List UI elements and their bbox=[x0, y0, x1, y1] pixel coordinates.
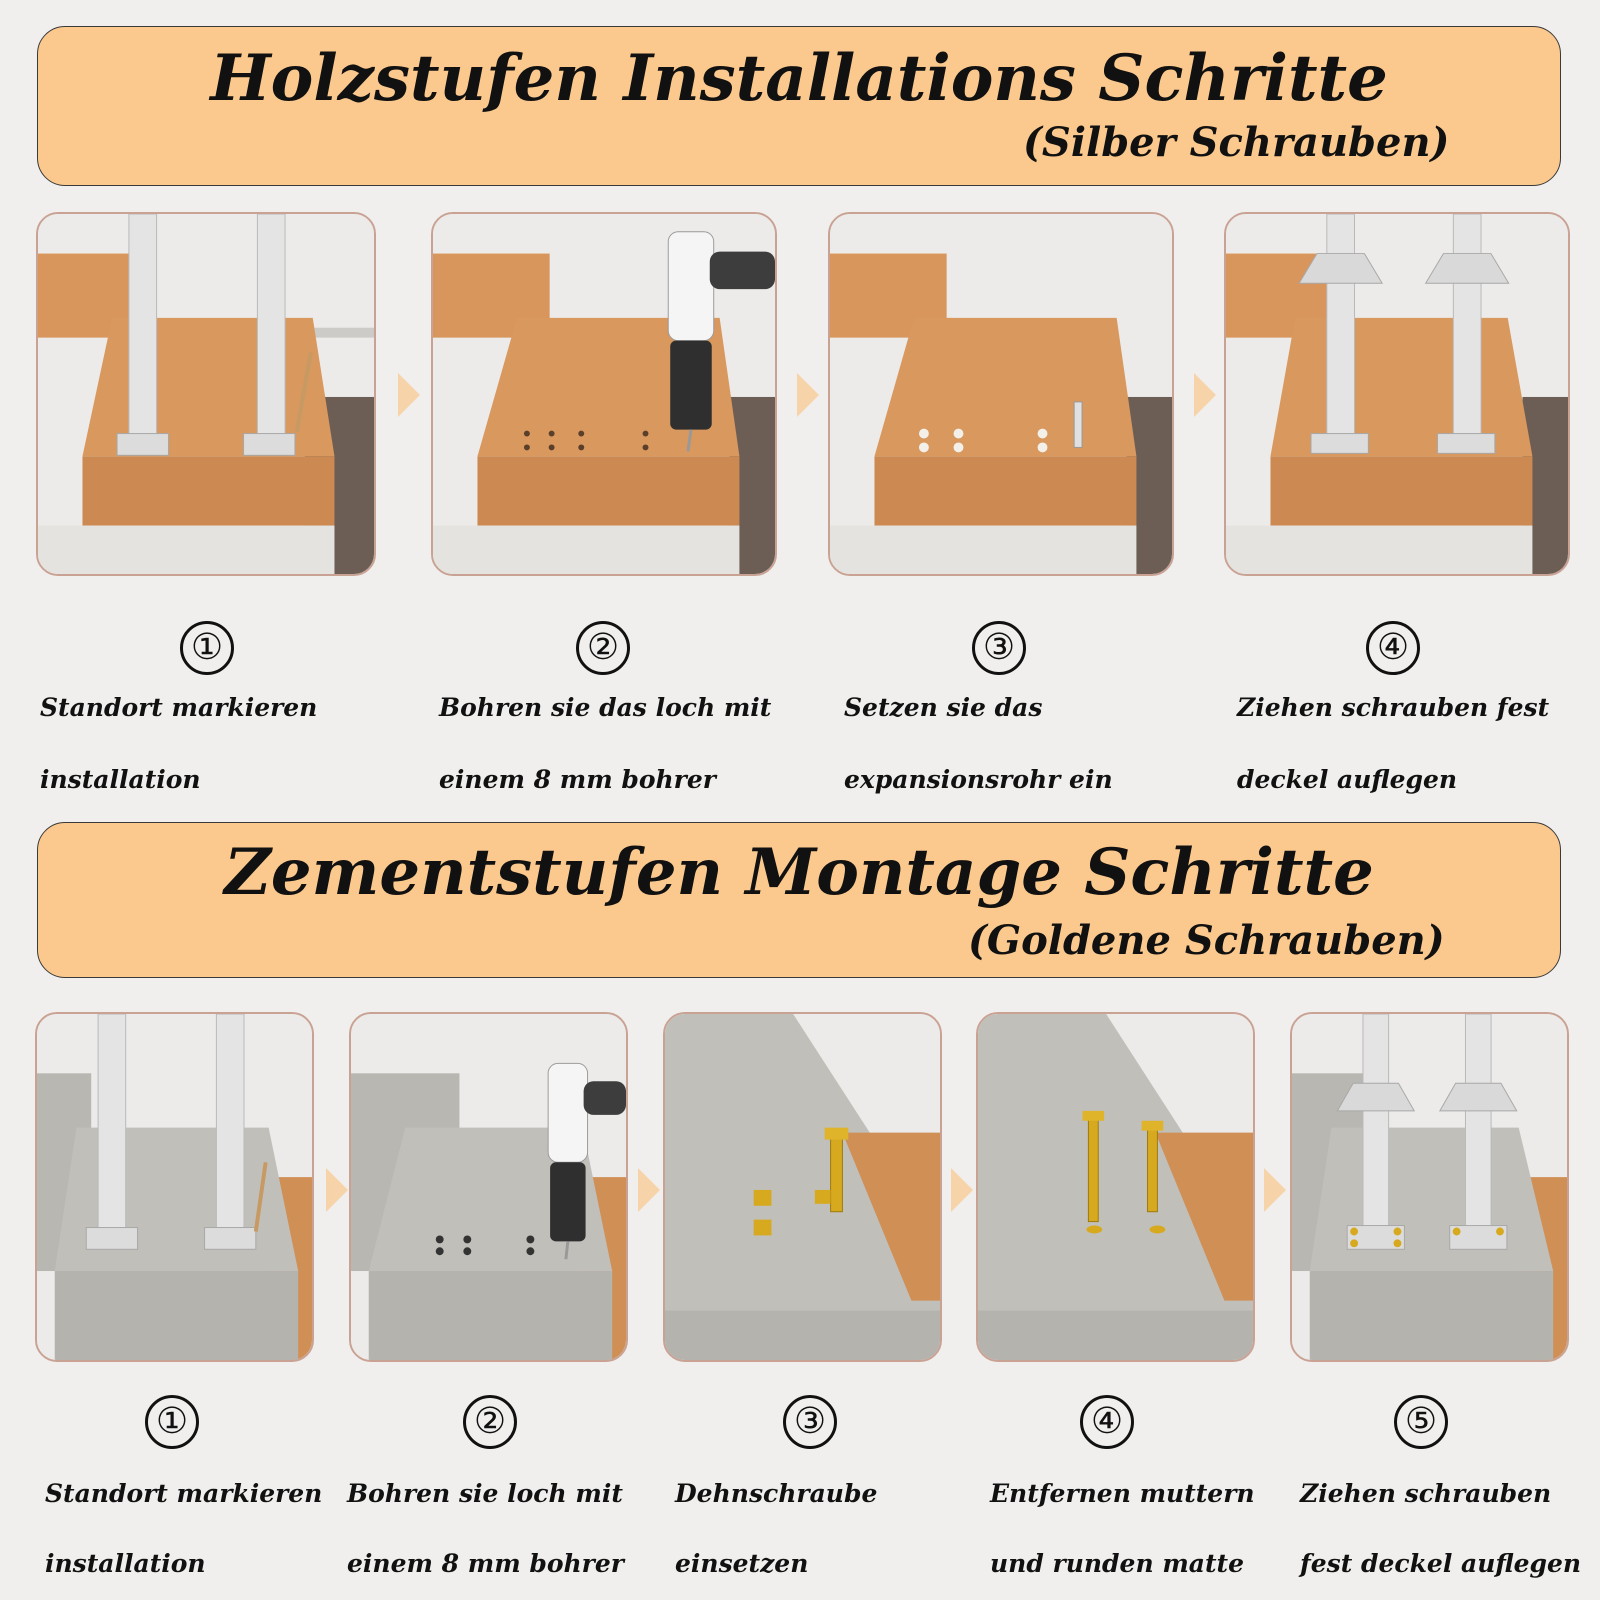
cement-step-1-caption-line2: installation bbox=[45, 1549, 206, 1578]
cement-step-2-caption-line1: Bohren sie loch mit bbox=[347, 1479, 623, 1508]
arrow-right-icon bbox=[326, 1168, 348, 1212]
wood-step-4-number: ④ bbox=[1366, 621, 1420, 675]
wood-step-1-caption-line1: Standort markieren bbox=[40, 693, 318, 722]
cement-step-4-number: ④ bbox=[1080, 1395, 1134, 1449]
cement-step-3-image bbox=[663, 1012, 942, 1362]
wood-step-1-image bbox=[36, 212, 376, 576]
cement-step-5-caption-line1: Ziehen schrauben bbox=[1300, 1479, 1552, 1508]
cement-step-2-caption-line2: einem 8 mm bohrer bbox=[347, 1549, 624, 1578]
arrow-right-icon bbox=[797, 373, 819, 417]
cement-step-5-number: ⑤ bbox=[1394, 1395, 1448, 1449]
wood-subtitle: (Silber Schrauben) bbox=[1023, 119, 1450, 166]
cement-step-5-image bbox=[1290, 1012, 1569, 1362]
wood-title: Holzstufen Installations Schritte bbox=[210, 41, 1388, 116]
cement-step-3-caption-line1: Dehnschraube bbox=[675, 1479, 878, 1508]
arrow-right-icon bbox=[951, 1168, 973, 1212]
wood-step-1-number: ① bbox=[180, 621, 234, 675]
cement-step-2-image bbox=[349, 1012, 628, 1362]
cement-step-1-number: ① bbox=[145, 1395, 199, 1449]
cement-step-3-caption-line2: einsetzen bbox=[675, 1549, 809, 1578]
wood-step-3-number: ③ bbox=[972, 621, 1026, 675]
wood-step-2-caption-line2: einem 8 mm bohrer bbox=[439, 765, 716, 794]
cement-step-1-image bbox=[35, 1012, 314, 1362]
wood-step-4-caption-line1: Ziehen schrauben fest bbox=[1237, 693, 1550, 722]
wood-step-1-caption-line2: installation bbox=[40, 765, 201, 794]
cement-step-4-caption-line2: und runden matte bbox=[990, 1549, 1244, 1578]
cement-subtitle: (Goldene Schrauben) bbox=[968, 917, 1445, 964]
cement-step-4-image bbox=[976, 1012, 1255, 1362]
wood-step-4-image bbox=[1224, 212, 1570, 576]
wood-banner bbox=[37, 26, 1561, 186]
cement-title: Zementstufen Montage Schritte bbox=[224, 835, 1374, 910]
arrow-right-icon bbox=[1194, 373, 1216, 417]
wood-step-3-image bbox=[828, 212, 1174, 576]
cement-step-5-caption-line2: fest deckel auflegen bbox=[1300, 1549, 1582, 1578]
wood-step-2-image bbox=[431, 212, 777, 576]
arrow-right-icon bbox=[1264, 1168, 1286, 1212]
wood-step-3-caption-line1: Setzen sie das bbox=[844, 693, 1043, 722]
cement-step-1-caption-line1: Standort markieren bbox=[45, 1479, 323, 1508]
arrow-right-icon bbox=[398, 373, 420, 417]
cement-banner bbox=[37, 822, 1561, 978]
cement-step-4-caption-line1: Entfernen muttern bbox=[990, 1479, 1255, 1508]
wood-step-2-caption-line1: Bohren sie das loch mit bbox=[439, 693, 772, 722]
wood-step-2-number: ② bbox=[576, 621, 630, 675]
wood-step-4-caption-line2: deckel auflegen bbox=[1237, 765, 1458, 794]
wood-step-3-caption-line2: expansionsrohr ein bbox=[844, 765, 1113, 794]
cement-step-2-number: ② bbox=[463, 1395, 517, 1449]
arrow-right-icon bbox=[638, 1168, 660, 1212]
cement-step-3-number: ③ bbox=[783, 1395, 837, 1449]
